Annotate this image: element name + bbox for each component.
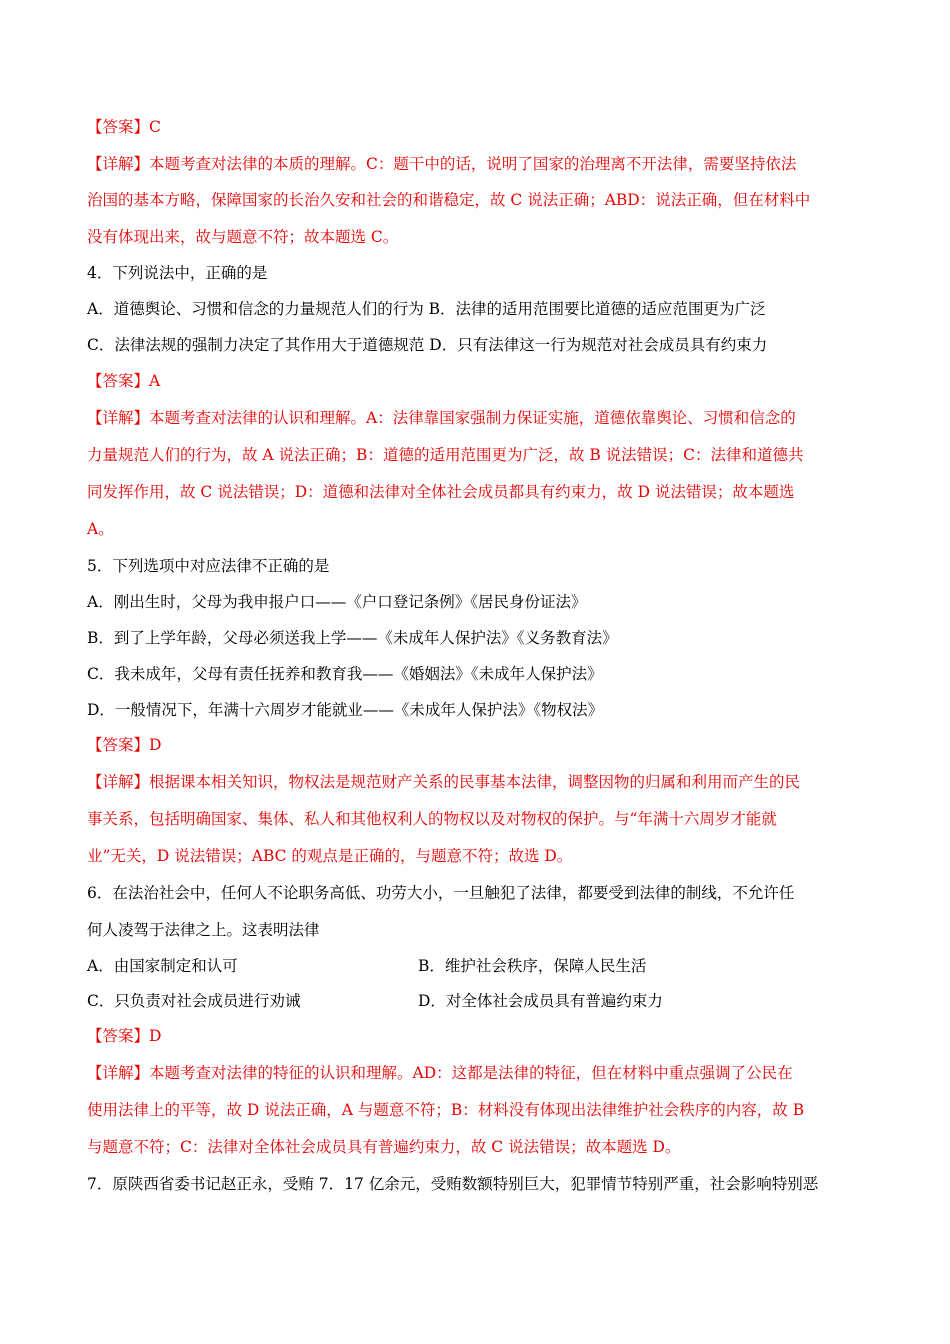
q4-detail-line-2: 力量规范人们的行为，故 A 说法正确；B：道德的适用范围更为广泛，故 B 说法错误；C：法律和道德共 xyxy=(87,446,804,464)
q5-answer: 【答案】D xyxy=(87,736,162,754)
q4-stem: 4．下列说法中，正确的是 xyxy=(87,264,268,282)
q3-answer: 【答案】C xyxy=(87,118,161,136)
q6-stem-line-1: 6．在法治社会中，任何人不论职务高低、功劳大小，一旦触犯了法律，都要受到法律的制线，不允许任 xyxy=(87,884,795,902)
q5-option-b: B．到了上学年龄，父母必须送我上学——《未成年人保护法》《义务教育法》 xyxy=(87,629,618,647)
q5-detail-line-2: 事关系，包括明确国家、集体、私人和其他权利人的物权以及对物权的保护。与“年满十六周岁才能就 xyxy=(87,810,777,828)
q5-detail-line-1: 【详解】根据课本相关知识，物权法是规范财产关系的民事基本法律，调整因物的归属和利用而产生的民 xyxy=(87,773,801,791)
q4-option-cd: C．法律法规的强制力决定了其作用大于道德规范 D．只有法律这一行为规范对社会成员具有约束力 xyxy=(87,336,768,354)
q3-detail-line-3: 没有体现出来，故与题意不符；故本题选 C。 xyxy=(87,228,399,246)
q6-detail-line-3: 与题意不符；C：法律对全体社会成员具有普遍约束力，故 C 说法错误；故本题选 D。 xyxy=(87,1138,681,1156)
q5-option-d: D．一般情况下，年满十六周岁才能就业——《未成年人保护法》《物权法》 xyxy=(87,701,604,719)
q3-detail-line-2: 治国的基本方略，保障国家的长治久安和社会的和谐稳定，故 C 说法正确；ABD：说法正确，但在材料中 xyxy=(87,191,811,209)
q6-stem-line-2: 何人凌驾于法律之上。这表明法律 xyxy=(87,921,320,939)
q7-stem: 7．原陕西省委书记赵正永，受贿 7．17 亿余元，受贿数额特别巨大，犯罪情节特别严重，社会影响特别恶 xyxy=(87,1175,819,1193)
q6-option-b: B．维护社会秩序，保障人民生活 xyxy=(418,957,647,975)
q6-option-c: C．只负责对社会成员进行劝诫 xyxy=(87,992,301,1010)
q5-detail-line-3: 业”无关，D 说法错误；ABC 的观点是正确的，与题意不符；故选 D。 xyxy=(87,847,573,865)
q4-detail-line-1: 【详解】本题考查对法律的认识和理解。A：法律靠国家强制力保证实施，道德依靠舆论、习惯和信念的 xyxy=(87,409,796,427)
q4-detail-line-3: 同发挥作用，故 C 说法错误；D：道德和法律对全体社会成员都具有约束力，故 D 说法错误；故本题选 xyxy=(87,483,795,501)
q5-option-a: A．刚出生时，父母为我申报户口——《户口登记条例》《居民身份证法》 xyxy=(87,593,587,611)
q6-detail-line-2: 使用法律上的平等，故 D 说法正确，A 与题意不符；B：材料没有体现出法律维护社会秩序的内容，故 B xyxy=(87,1101,805,1119)
q5-option-c: C．我未成年，父母有责任抚养和教育我——《婚姻法》《未成年人保护法》 xyxy=(87,665,603,683)
q4-option-ab: A．道德舆论、习惯和信念的力量规范人们的行为 B．法律的适用范围要比道德的适应范围更为广泛 xyxy=(87,300,766,318)
q4-answer: 【答案】A xyxy=(87,372,161,390)
q5-stem: 5．下列选项中对应法律不正确的是 xyxy=(87,557,330,575)
q6-answer: 【答案】D xyxy=(87,1027,162,1045)
q4-detail-line-4: A。 xyxy=(87,520,114,538)
q6-detail-line-1: 【详解】本题考查对法律的特征的认识和理解。AD：这都是法律的特征，但在材料中重点强调了公民在 xyxy=(87,1064,793,1082)
q3-detail-line-1: 【详解】本题考查对法律的本质的理解。C：题干中的话，说明了国家的治理离不开法律，需要坚持依法 xyxy=(87,155,797,173)
q6-option-a: A．由国家制定和认可 xyxy=(87,957,238,975)
q6-option-d: D．对全体社会成员具有普遍约束力 xyxy=(418,992,663,1010)
